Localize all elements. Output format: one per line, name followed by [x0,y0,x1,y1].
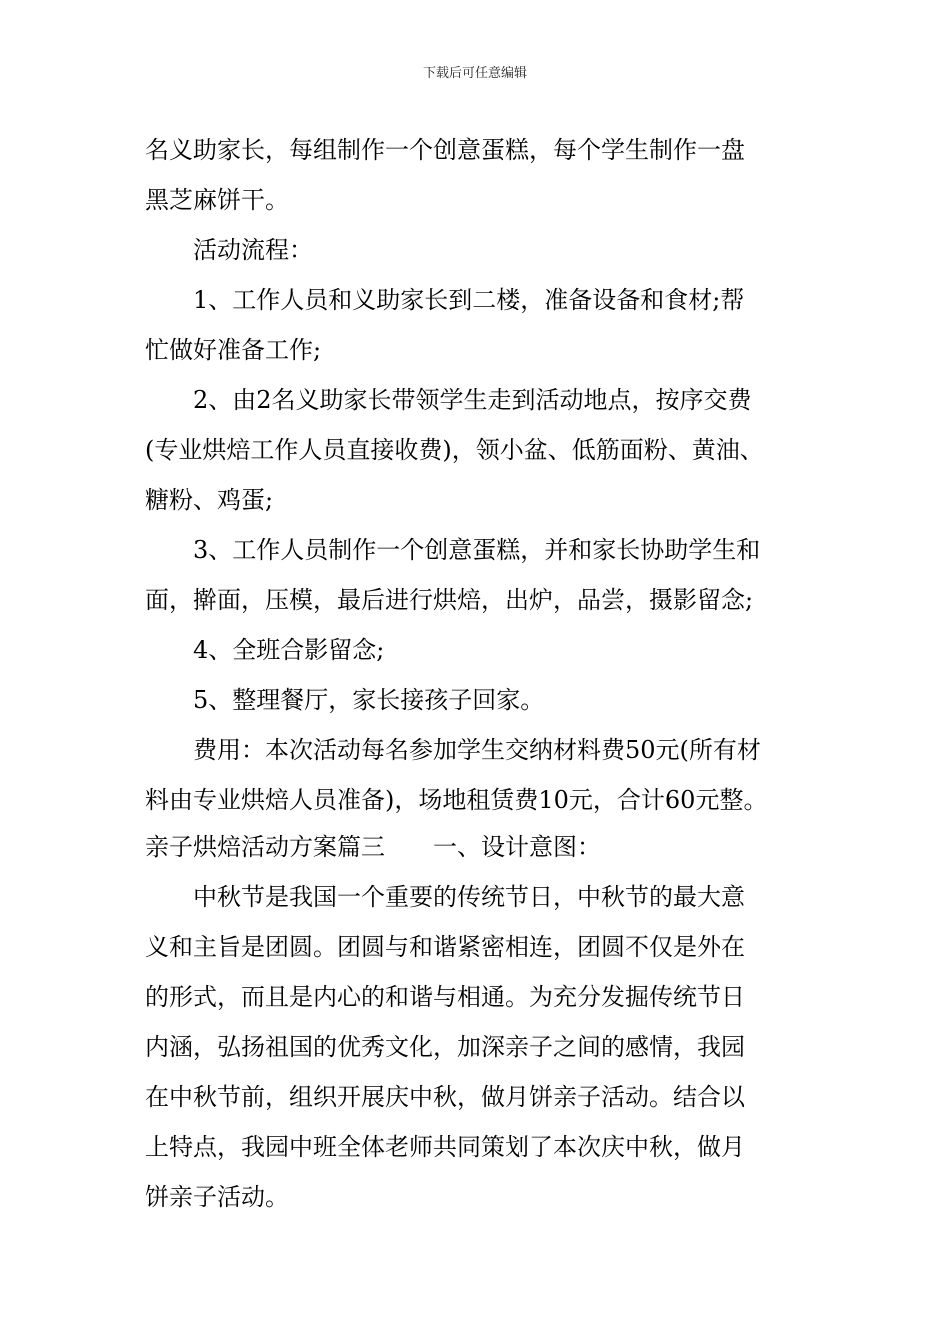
paragraph-line: 费用：本次活动每名参加学生交纳材料费50元(所有材 [193,736,761,764]
paragraph-line: 饼亲子活动。 [145,1183,289,1211]
paragraph-line: 1、工作人员和义助家长到二楼，准备设备和食材;帮 [193,286,745,314]
paragraph-line: 在中秋节前，组织开展庆中秋，做月饼亲子活动。结合以 [145,1083,745,1111]
page-header: 下载后可任意编辑 [422,66,527,81]
paragraph-line: 4、全班合影留念; [193,636,385,664]
paragraph-line: 中秋节是我国一个重要的传统节日，中秋节的最大意 [193,883,745,911]
section-label: 活动流程： [193,236,313,264]
paragraph-line: 的形式，而且是内心的和谐与相通。为充分发掘传统节日 [145,983,745,1011]
paragraph-line: 糖粉、鸡蛋; [145,486,274,514]
paragraph-line: 义和主旨是团圆。团圆与和谐紧密相连，团圆不仅是外在 [145,933,745,961]
paragraph-line: (专业烘焙工作人员直接收费)，领小盆、低筋面粉、黄油、 [145,436,764,464]
paragraph-line: 料由专业烘焙人员准备)，场地租赁费10元，合计60元整。 [145,786,768,814]
paragraph-line: 3、工作人员制作一个创意蛋糕，并和家长协助学生和 [193,536,761,564]
paragraph-line: 黑芝麻饼干。 [145,186,289,214]
paragraph-line: 5、整理餐厅，家长接孩子回家。 [193,686,545,714]
paragraph-line: 忙做好准备工作; [145,336,322,364]
section-heading: 亲子烘焙活动方案篇三 一、设计意图： [145,833,601,861]
paragraph-line: 2、由2名义助家长带领学生走到活动地点，按序交费 [193,386,752,414]
paragraph-line: 上特点，我园中班全体老师共同策划了本次庆中秋，做月 [145,1133,745,1161]
paragraph-line: 面，擀面，压模，最后进行烘焙，出炉，品尝，摄影留念; [145,586,754,614]
paragraph-line: 名义助家长，每组制作一个创意蛋糕，每个学生制作一盘 [145,136,745,164]
paragraph-line: 内涵，弘扬祖国的优秀文化，加深亲子之间的感情，我园 [145,1033,745,1061]
